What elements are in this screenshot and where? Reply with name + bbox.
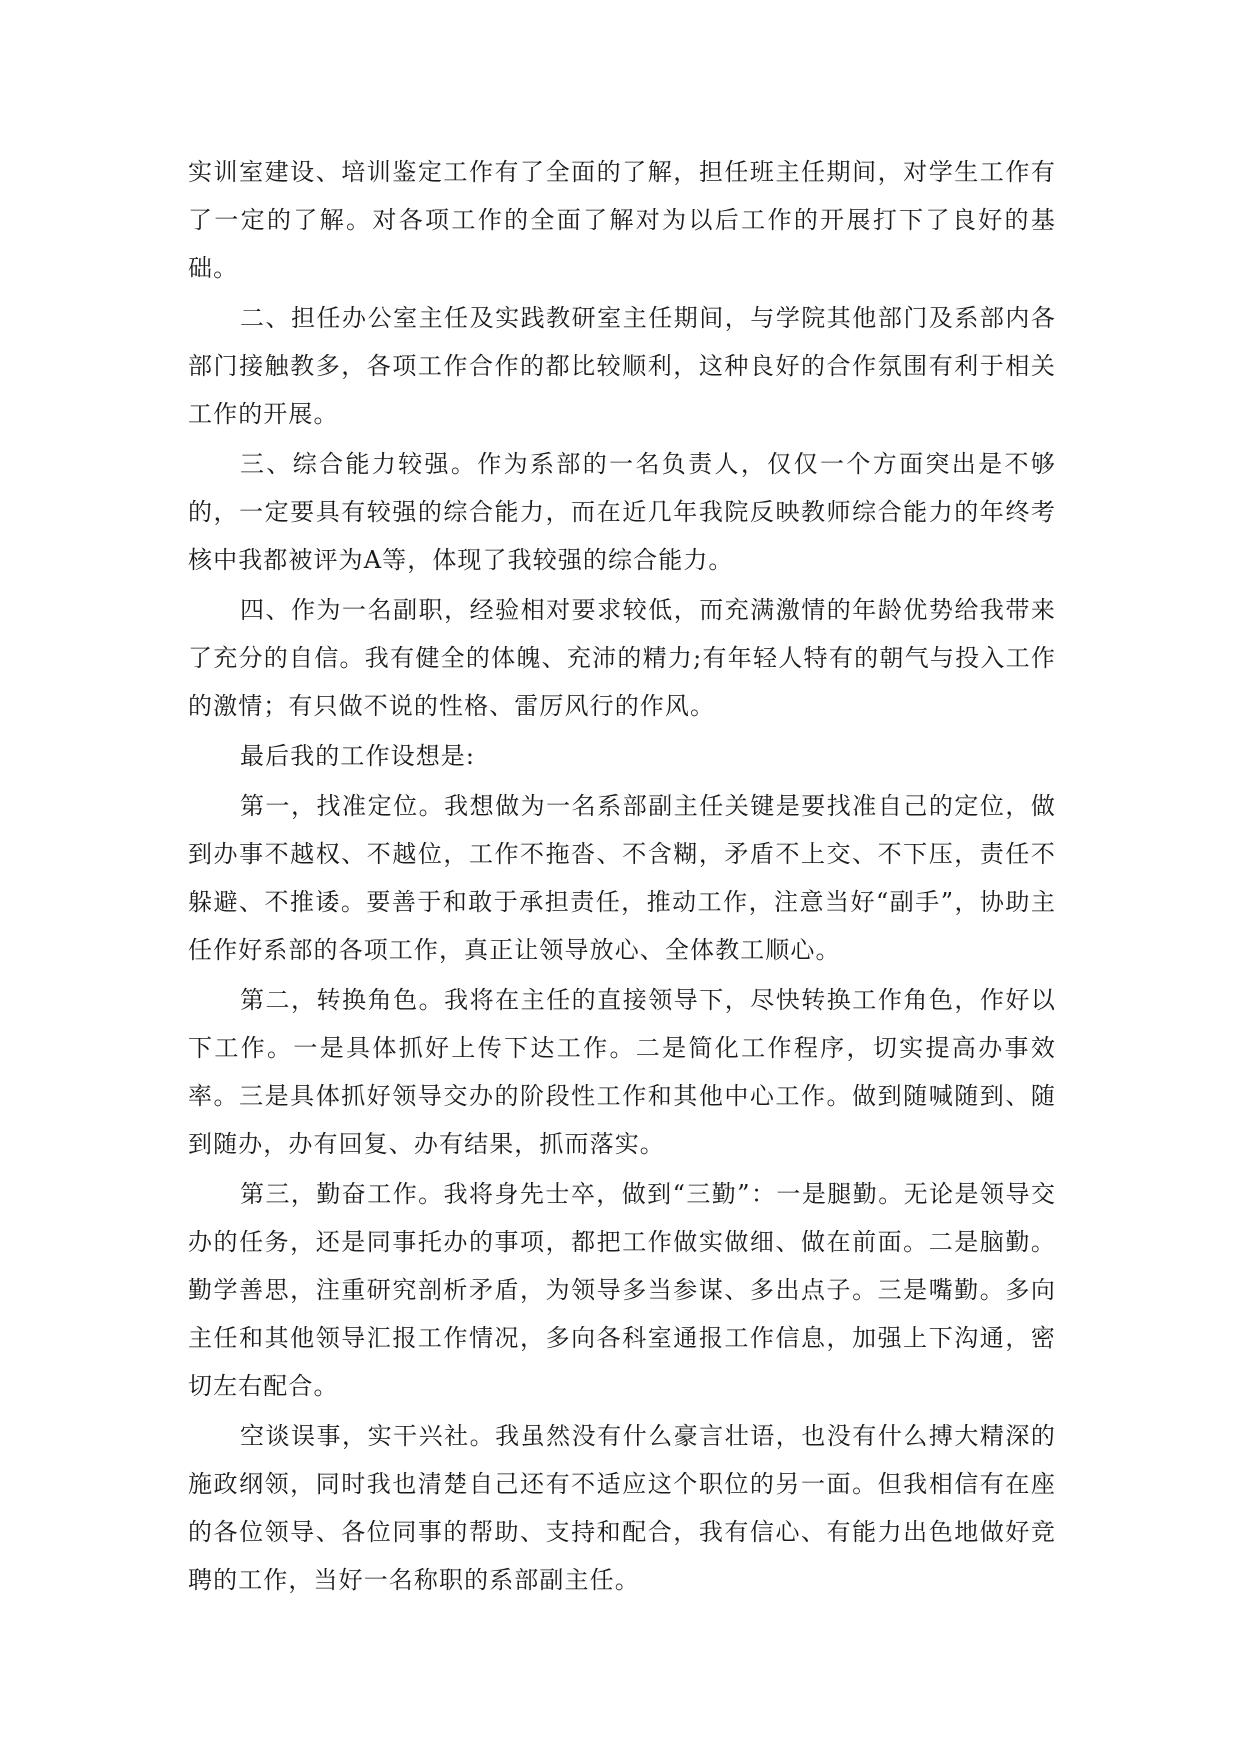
paragraph-third-diligence: 第三，勤奋工作。我将身先士卒，做到“三勤”：一是腿勤。无论是领导交办的任务，还是同事托办的事项，都把工作做实做细、做在前面。二是脑勤。勤学善思，注重研究剖析矛盾，为领导多当参谋、多出点子。三是嘴勤。多向主任和其他领导汇报工作情况，多向各科室通报工作信息，加强上下沟通，密切左右配合。: [188, 1180, 1056, 1400]
paragraph-second-role-change: 第二，转换角色。我将在主任的直接领导下，尽快转换工作角色，作好以下工作。一是具体抓好上传下达工作。二是简化工作程序，切实提高办事效率。三是具体抓好领导交办的阶段性工作和其他中心工作。做到随喊随到、随到随办，办有回复、办有结果，抓而落实。: [188, 986, 1056, 1158]
paragraph-work-plan-intro: 最后我的工作设想是:: [240, 742, 476, 770]
paragraph-first-positioning: 第一，找准定位。我想做为一名系部副主任关键是要找准自己的定位，做到办事不越权、不越位，工作不拖沓、不含糊，矛盾不上交、不下压，责任不躲避、不推诿。要善于和敢于承担责任，推动工作，注意当好“副手”，协助主任作好系部的各项工作，真正让领导放心、全体教工顺心。: [188, 792, 1056, 964]
paragraph-comprehensive-ability: 三、综合能力较强。作为系部的一名负责人，仅仅一个方面突出是不够的，一定要具有较强的综合能力，而在近几年我院反映教师综合能力的年终考核中我都被评为A等，体现了我较强的综合能力。: [188, 450, 1056, 574]
paragraph-deputy-role: 四、作为一名副职，经验相对要求较低，而充满激情的年龄优势给我带来了充分的自信。我有健全的体魄、充沛的精力;有年轻人特有的朝气与投入工作的激情；有只做不说的性格、雷厉风行的作风。: [188, 596, 1056, 720]
paragraph-continued-training: 实训室建设、培训鉴定工作有了全面的了解，担任班主任期间，对学生工作有了一定的了解。对各项工作的全面了解对为以后工作的开展打下了良好的基础。: [188, 158, 1056, 282]
paragraph-conclusion: 空谈误事，实干兴社。我虽然没有什么豪言壮语，也没有什么搏大精深的施政纲领，同时我也清楚自己还有不适应这个职位的另一面。但我相信有在座的各位领导、各位同事的帮助、支持和配合，我有信心、有能力出色地做好竞聘的工作，当好一名称职的系部副主任。: [188, 1422, 1056, 1594]
paragraph-office-director: 二、担任办公室主任及实践教研室主任期间，与学院其他部门及系部内各部门接触教多，各项工作合作的都比较顺利，这种良好的合作氛围有利于相关工作的开展。: [188, 304, 1056, 428]
document-body: [188, 148, 1056, 1606]
